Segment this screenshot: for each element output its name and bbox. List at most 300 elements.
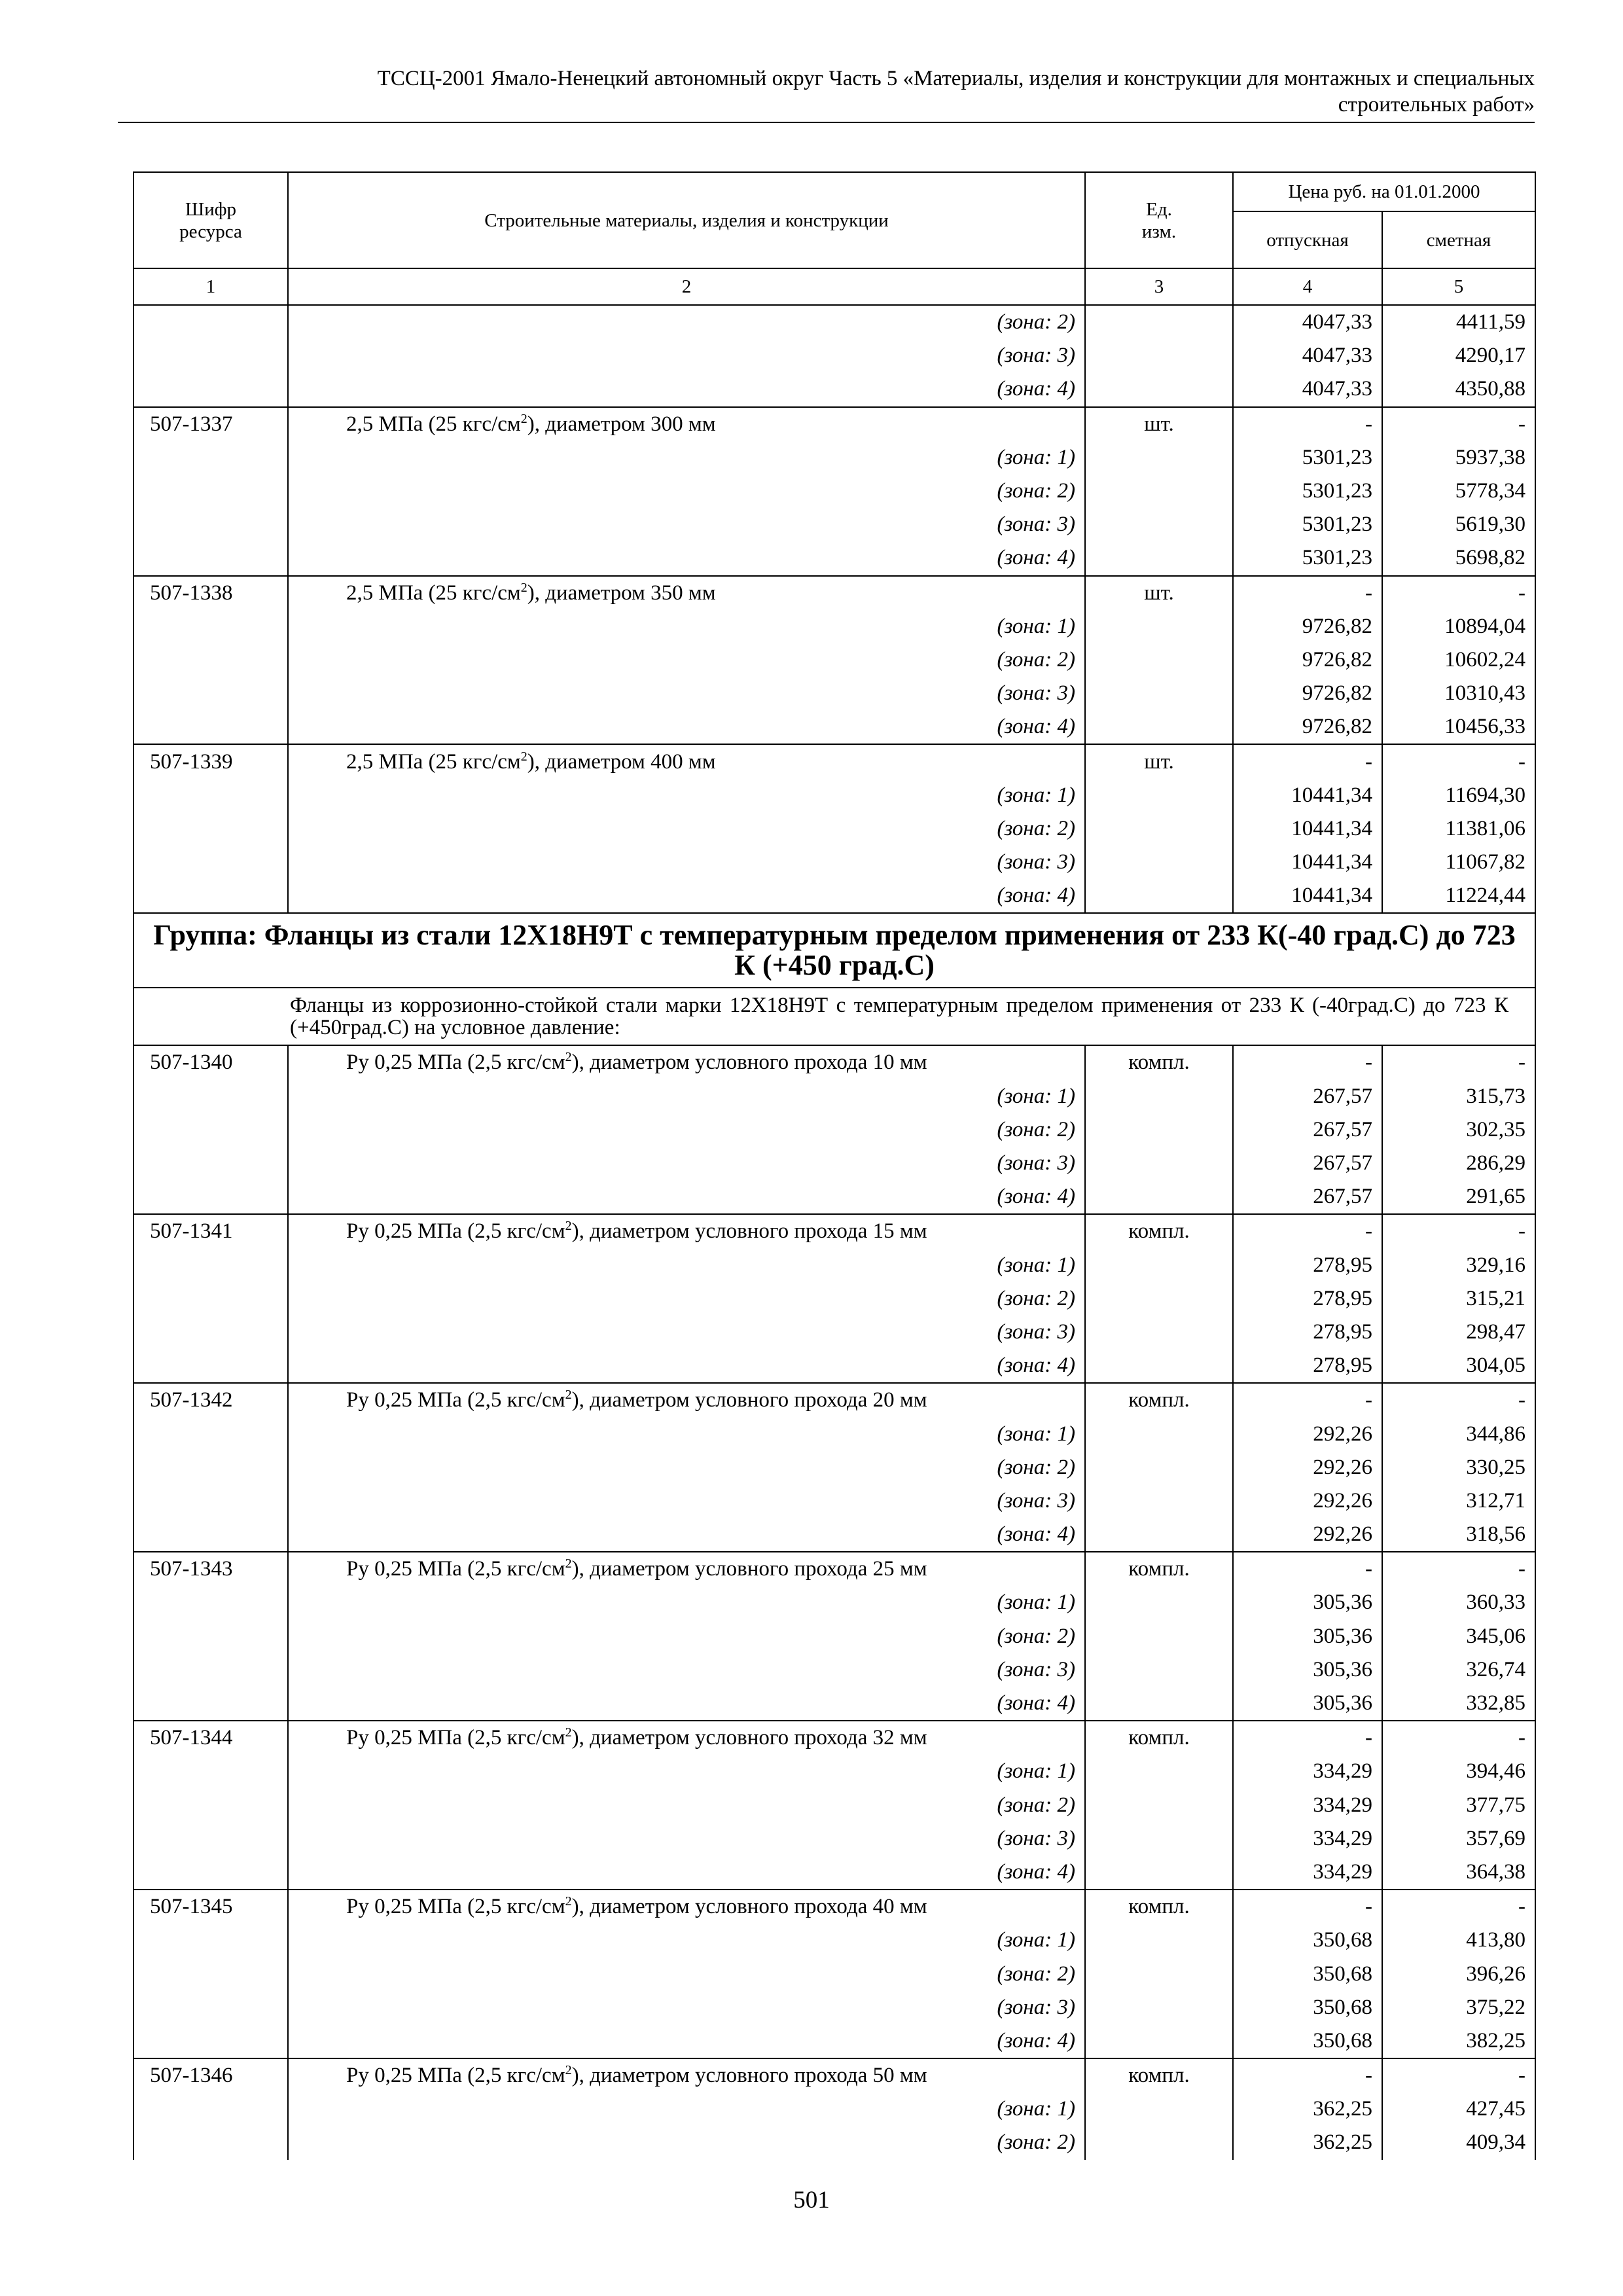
zone-row [134, 643, 1535, 677]
code-cell [134, 372, 288, 406]
zone-row [134, 1687, 1535, 1721]
item-name-text: Ру 0,25 МПа (2,5 кгс/см [346, 1050, 565, 1075]
zone-row [134, 1755, 1535, 1788]
unit-cell [1085, 2024, 1233, 2058]
zone-row [134, 1822, 1535, 1856]
code-cell [134, 1451, 288, 1484]
item-name-text-end: ), диаметром условного прохода 50 мм [571, 2064, 927, 2088]
release-price: 10441,34 [1233, 879, 1382, 913]
zone-label: (зона: 2) [288, 1451, 1085, 1484]
zone-row [134, 1349, 1535, 1383]
unit-of-measure: компл. [1085, 1890, 1233, 1924]
item-name-text: 2,5 МПа (25 кгс/см [346, 412, 521, 436]
estimate-price: 344,86 [1382, 1417, 1535, 1450]
estimate-price: 326,74 [1382, 1653, 1535, 1687]
release-price: - [1233, 1890, 1382, 1924]
release-price: 4047,33 [1233, 305, 1382, 339]
estimate-price: 298,47 [1382, 1316, 1535, 1349]
estimate-price: 312,71 [1382, 1484, 1535, 1518]
unit-cell [1085, 541, 1233, 575]
unit-cell [1085, 1687, 1233, 1721]
code-cell [134, 1653, 288, 1687]
group-title: Группа: Фланцы из стали 12Х18Н9Т с температурным пределом применения от 233 К(-40 град.С) до 723 К (+450 град.С) [134, 913, 1535, 988]
estimate-price: - [1382, 1890, 1535, 1924]
resource-code: 507-1341 [134, 1214, 288, 1248]
zone-row [134, 2024, 1535, 2058]
estimate-price: 315,73 [1382, 1080, 1535, 1113]
item-name-superscript: 2 [565, 1894, 572, 1909]
release-price: 5301,23 [1233, 441, 1382, 475]
item-name [288, 1383, 1085, 1417]
item-row [134, 1890, 1535, 1924]
release-price: 267,57 [1233, 1080, 1382, 1113]
zone-row [134, 1789, 1535, 1822]
zone-row [134, 1856, 1535, 1890]
unit-cell [1085, 1789, 1233, 1822]
estimate-price: 4411,59 [1382, 305, 1535, 339]
estimate-price: - [1382, 744, 1535, 778]
release-price: 278,95 [1233, 1316, 1382, 1349]
resource-code: 507-1338 [134, 576, 288, 610]
continuation-rows [134, 305, 1535, 407]
item-name-text-end: ), диаметром условного прохода 20 мм [571, 1388, 927, 1412]
estimate-price: 5778,34 [1382, 475, 1535, 508]
item-row [134, 1214, 1535, 1248]
estimate-price: 11381,06 [1382, 812, 1535, 846]
resource-code: 507-1344 [134, 1721, 288, 1755]
zone-label: (зона: 3) [288, 1991, 1085, 2024]
item-name-text: Ру 0,25 МПа (2,5 кгс/см [346, 1219, 565, 1244]
release-price: 292,26 [1233, 1417, 1382, 1450]
code-cell [134, 1586, 288, 1619]
code-cell [134, 1822, 288, 1856]
release-price: - [1233, 1552, 1382, 1586]
col-header-code-line1: Шифр [185, 198, 237, 220]
release-price: 305,36 [1233, 1687, 1382, 1721]
release-price: - [1233, 1721, 1382, 1755]
code-cell [134, 710, 288, 744]
code-cell [134, 475, 288, 508]
zone-label: (зона: 1) [288, 1417, 1085, 1450]
unit-cell [1085, 508, 1233, 541]
estimate-price: 377,75 [1382, 1789, 1535, 1822]
zone-label: (зона: 3) [288, 508, 1085, 541]
unit-cell [1085, 441, 1233, 475]
item-name-text: Ру 0,25 МПа (2,5 кгс/см [346, 1388, 565, 1412]
item-name-text-end: ), диаметром условного прохода 15 мм [571, 1219, 927, 1244]
release-price: 305,36 [1233, 1653, 1382, 1687]
zone-row [134, 1249, 1535, 1282]
estimate-price: 345,06 [1382, 1620, 1535, 1653]
estimate-price: 11224,44 [1382, 879, 1535, 913]
code-cell [134, 846, 288, 879]
estimate-price: 5619,30 [1382, 508, 1535, 541]
zone-label: (зона: 2) [288, 475, 1085, 508]
estimate-price: - [1382, 576, 1535, 610]
code-cell [134, 1924, 288, 1957]
zone-label: (зона: 1) [288, 1249, 1085, 1282]
col-number-4: 4 [1233, 268, 1382, 305]
release-price: 350,68 [1233, 1957, 1382, 1990]
code-cell [134, 1113, 288, 1147]
item-name [288, 744, 1085, 778]
zone-label: (зона: 1) [288, 441, 1085, 475]
release-price: 10441,34 [1233, 812, 1382, 846]
zone-label: (зона: 2) [288, 1113, 1085, 1147]
code-cell [134, 1316, 288, 1349]
col-header-release: отпускная [1233, 211, 1382, 268]
estimate-price: 5698,82 [1382, 541, 1535, 575]
item-name-superscript: 2 [565, 1388, 572, 1403]
item-name-text-end: ), диаметром условного прохода 10 мм [571, 1050, 927, 1075]
release-price: - [1233, 1214, 1382, 1248]
items-before-group [134, 407, 1535, 914]
unit-cell [1085, 2092, 1233, 2126]
unit-cell [1085, 677, 1233, 710]
code-cell [134, 2126, 288, 2159]
estimate-price: - [1382, 1214, 1535, 1248]
release-price: 5301,23 [1233, 541, 1382, 575]
code-cell [134, 643, 288, 677]
estimate-price: 4290,17 [1382, 339, 1535, 372]
unit-cell [1085, 1755, 1233, 1788]
estimate-price: - [1382, 1383, 1535, 1417]
zone-label: (зона: 1) [288, 779, 1085, 812]
zone-row [134, 508, 1535, 541]
release-price: - [1233, 1383, 1382, 1417]
resource-code: 507-1342 [134, 1383, 288, 1417]
estimate-price: 291,65 [1382, 1180, 1535, 1214]
zone-label: (зона: 3) [288, 339, 1085, 372]
item-row [134, 407, 1535, 441]
unit-cell [1085, 1113, 1233, 1147]
estimate-price: 364,38 [1382, 1856, 1535, 1890]
item-row [134, 1045, 1535, 1079]
zone-label: (зона: 2) [288, 643, 1085, 677]
estimate-price: - [1382, 1721, 1535, 1755]
release-price: 334,29 [1233, 1822, 1382, 1856]
code-cell [134, 1180, 288, 1214]
zone-label: (зона: 3) [288, 846, 1085, 879]
unit-cell [1085, 1451, 1233, 1484]
estimate-price: - [1382, 407, 1535, 441]
col-header-unit-line2: изм. [1141, 221, 1177, 242]
release-price: 9726,82 [1233, 610, 1382, 643]
zone-label: (зона: 2) [288, 305, 1085, 339]
zone-row [134, 372, 1535, 406]
unit-cell [1085, 1518, 1233, 1552]
zone-row [134, 441, 1535, 475]
item-name-text-end: ), диаметром 300 мм [527, 412, 716, 436]
estimate-price: 10310,43 [1382, 677, 1535, 710]
unit-cell [1085, 1080, 1233, 1113]
zone-row [134, 1316, 1535, 1349]
price-table [133, 171, 1536, 2160]
item-name [288, 1890, 1085, 1924]
zone-label: (зона: 3) [288, 1316, 1085, 1349]
unit-cell [1085, 2126, 1233, 2159]
unit-cell [1085, 1147, 1233, 1180]
release-price: - [1233, 2058, 1382, 2092]
zone-label: (зона: 1) [288, 2092, 1085, 2126]
zone-row [134, 339, 1535, 372]
code-cell [134, 610, 288, 643]
unit-of-measure: шт. [1085, 744, 1233, 778]
zone-row [134, 1417, 1535, 1450]
item-name-superscript: 2 [565, 1050, 572, 1065]
zone-row [134, 1620, 1535, 1653]
release-price: 278,95 [1233, 1249, 1382, 1282]
unit-of-measure: компл. [1085, 1214, 1233, 1248]
zone-label: (зона: 3) [288, 1822, 1085, 1856]
release-price: 9726,82 [1233, 643, 1382, 677]
unit-cell [1085, 1180, 1233, 1214]
unit-of-measure: компл. [1085, 1383, 1233, 1417]
estimate-price: 329,16 [1382, 1249, 1535, 1282]
unit-of-measure: компл. [1085, 1552, 1233, 1586]
release-price: 292,26 [1233, 1484, 1382, 1518]
estimate-price: 304,05 [1382, 1349, 1535, 1383]
zone-row [134, 2092, 1535, 2126]
unit-cell [1085, 1957, 1233, 1990]
unit-cell [1085, 1856, 1233, 1890]
zone-row [134, 305, 1535, 339]
release-price: 362,25 [1233, 2126, 1382, 2159]
code-cell [134, 1755, 288, 1788]
release-price: 334,29 [1233, 1755, 1382, 1788]
item-name-superscript: 2 [520, 580, 527, 595]
resource-code: 507-1346 [134, 2058, 288, 2092]
estimate-price: 302,35 [1382, 1113, 1535, 1147]
item-name-superscript: 2 [565, 2063, 572, 2078]
item-name-text: 2,5 МПа (25 кгс/см [346, 749, 521, 774]
group-heading-row [134, 913, 1535, 988]
release-price: 5301,23 [1233, 475, 1382, 508]
release-price: - [1233, 744, 1382, 778]
zone-label: (зона: 4) [288, 1180, 1085, 1214]
code-cell [134, 1518, 288, 1552]
estimate-price: 10456,33 [1382, 710, 1535, 744]
zone-label: (зона: 1) [288, 1080, 1085, 1113]
unit-of-measure: шт. [1085, 576, 1233, 610]
code-cell [134, 677, 288, 710]
unit-cell [1085, 475, 1233, 508]
item-name-text-end: ), диаметром 350 мм [527, 581, 716, 605]
release-price: 292,26 [1233, 1451, 1382, 1484]
estimate-price: 357,69 [1382, 1822, 1535, 1856]
unit-cell [1085, 879, 1233, 913]
unit-cell [1085, 1417, 1233, 1450]
release-price: 267,57 [1233, 1180, 1382, 1214]
zone-row [134, 1586, 1535, 1619]
zone-label: (зона: 3) [288, 1653, 1085, 1687]
estimate-price: 11067,82 [1382, 846, 1535, 879]
code-cell [134, 812, 288, 846]
estimate-price: 10602,24 [1382, 643, 1535, 677]
code-cell [134, 1282, 288, 1316]
estimate-price: 318,56 [1382, 1518, 1535, 1552]
code-cell [134, 1687, 288, 1721]
estimate-price: 4350,88 [1382, 372, 1535, 406]
group-note: Фланцы из коррозионно-стойкой стали марки 12Х18Н9Т с температурным пределом применения от 233 К (-40град.С) до 723 К (+450град.С) на условное давление: [134, 988, 1535, 1045]
running-header [118, 65, 1535, 118]
code-cell [134, 1249, 288, 1282]
unit-cell [1085, 812, 1233, 846]
item-name-superscript: 2 [565, 1725, 572, 1740]
resource-code: 507-1339 [134, 744, 288, 778]
estimate-price: 332,85 [1382, 1687, 1535, 1721]
code-cell [134, 339, 288, 372]
release-price: - [1233, 1045, 1382, 1079]
unit-cell [1085, 1924, 1233, 1957]
zone-label: (зона: 4) [288, 541, 1085, 575]
code-cell [134, 2024, 288, 2058]
estimate-price: - [1382, 1552, 1535, 1586]
unit-of-measure: компл. [1085, 1045, 1233, 1079]
items-after-group [134, 1045, 1535, 2159]
estimate-price: 315,21 [1382, 1282, 1535, 1316]
zone-label: (зона: 2) [288, 812, 1085, 846]
release-price: 350,68 [1233, 1924, 1382, 1957]
zone-label: (зона: 1) [288, 610, 1085, 643]
item-row [134, 2058, 1535, 2092]
item-name-text: Ру 0,25 МПа (2,5 кгс/см [346, 1895, 565, 1919]
code-cell [134, 305, 288, 339]
zone-label: (зона: 1) [288, 1755, 1085, 1788]
zone-row [134, 779, 1535, 812]
release-price: 305,36 [1233, 1620, 1382, 1653]
group-note-row [134, 988, 1535, 1045]
release-price: 9726,82 [1233, 710, 1382, 744]
code-cell [134, 1991, 288, 2024]
item-name-text: 2,5 МПа (25 кгс/см [346, 581, 521, 605]
release-price: - [1233, 576, 1382, 610]
col-header-name: Строительные материалы, изделия и конструкции [288, 172, 1085, 268]
zone-label: (зона: 2) [288, 1789, 1085, 1822]
zone-row [134, 1991, 1535, 2024]
zone-row [134, 677, 1535, 710]
zone-row [134, 1147, 1535, 1180]
zone-label: (зона: 4) [288, 879, 1085, 913]
unit-of-measure: шт. [1085, 407, 1233, 441]
zone-label: (зона: 4) [288, 372, 1085, 406]
item-name [288, 2058, 1085, 2092]
release-price: 278,95 [1233, 1282, 1382, 1316]
unit-cell [1085, 710, 1233, 744]
zone-row [134, 1451, 1535, 1484]
code-cell [134, 1856, 288, 1890]
col-header-unit [1085, 172, 1233, 268]
unit-cell [1085, 1991, 1233, 2024]
page-number: 501 [793, 2187, 830, 2214]
estimate-price: 360,33 [1382, 1586, 1535, 1619]
unit-cell [1085, 1822, 1233, 1856]
col-header-unit-line1: Ед. [1146, 198, 1172, 220]
release-price: 4047,33 [1233, 372, 1382, 406]
zone-row [134, 1282, 1535, 1316]
release-price: 5301,23 [1233, 508, 1382, 541]
col-number-1: 1 [134, 268, 288, 305]
unit-cell [1085, 779, 1233, 812]
unit-cell [1085, 1586, 1233, 1619]
item-row [134, 576, 1535, 610]
item-name [288, 1045, 1085, 1079]
estimate-price: 11694,30 [1382, 779, 1535, 812]
code-cell [134, 508, 288, 541]
code-cell [134, 1789, 288, 1822]
code-cell [134, 2092, 288, 2126]
release-price: 10441,34 [1233, 779, 1382, 812]
zone-row [134, 1518, 1535, 1552]
running-header-line2: строительных работ» [1338, 93, 1535, 117]
release-price: 4047,33 [1233, 339, 1382, 372]
item-name-text-end: ), диаметром условного прохода 40 мм [571, 1895, 927, 1919]
resource-code: 507-1345 [134, 1890, 288, 1924]
code-cell [134, 1484, 288, 1518]
zone-row [134, 1957, 1535, 1990]
item-name-text-end: ), диаметром 400 мм [527, 749, 716, 774]
item-name-superscript: 2 [520, 749, 527, 764]
col-header-price-group: Цена руб. на 01.01.2000 [1233, 172, 1535, 211]
col-header-estimate: сметная [1382, 211, 1535, 268]
release-price: 305,36 [1233, 1586, 1382, 1619]
item-name-text-end: ), диаметром условного прохода 25 мм [571, 1557, 927, 1581]
estimate-price: 330,25 [1382, 1451, 1535, 1484]
release-price: 292,26 [1233, 1518, 1382, 1552]
unit-cell [1085, 305, 1233, 339]
zone-row [134, 610, 1535, 643]
item-row [134, 1552, 1535, 1586]
item-name [288, 1721, 1085, 1755]
estimate-price: 396,26 [1382, 1957, 1535, 1990]
release-price: 362,25 [1233, 2092, 1382, 2126]
code-cell [134, 1417, 288, 1450]
release-price: - [1233, 407, 1382, 441]
estimate-price: 394,46 [1382, 1755, 1535, 1788]
unit-cell [1085, 372, 1233, 406]
resource-code: 507-1337 [134, 407, 288, 441]
running-header-line1: ТССЦ-2001 Ямало-Ненецкий автономный округ Часть 5 «Материалы, изделия и конструкции для монтажных и специальных [377, 67, 1535, 90]
zone-row [134, 710, 1535, 744]
estimate-price: 427,45 [1382, 2092, 1535, 2126]
zone-label: (зона: 2) [288, 2126, 1085, 2159]
code-cell [134, 541, 288, 575]
unit-of-measure: компл. [1085, 1721, 1233, 1755]
resource-code: 507-1343 [134, 1552, 288, 1586]
release-price: 334,29 [1233, 1789, 1382, 1822]
zone-row [134, 846, 1535, 879]
unit-cell [1085, 1653, 1233, 1687]
zone-row [134, 1484, 1535, 1518]
item-row [134, 1721, 1535, 1755]
resource-code: 507-1340 [134, 1045, 288, 1079]
header-divider [118, 122, 1535, 123]
estimate-price: 409,34 [1382, 2126, 1535, 2159]
item-name-superscript: 2 [565, 1556, 572, 1571]
item-name [288, 1552, 1085, 1586]
zone-label: (зона: 1) [288, 1586, 1085, 1619]
item-name-superscript: 2 [520, 411, 527, 426]
unit-of-measure: компл. [1085, 2058, 1233, 2092]
unit-cell [1085, 339, 1233, 372]
code-cell [134, 1080, 288, 1113]
item-name-text: Ру 0,25 МПа (2,5 кгс/см [346, 1726, 565, 1750]
release-price: 267,57 [1233, 1113, 1382, 1147]
zone-row [134, 1080, 1535, 1113]
code-cell [134, 1147, 288, 1180]
zone-label: (зона: 2) [288, 1957, 1085, 1990]
estimate-price: 10894,04 [1382, 610, 1535, 643]
